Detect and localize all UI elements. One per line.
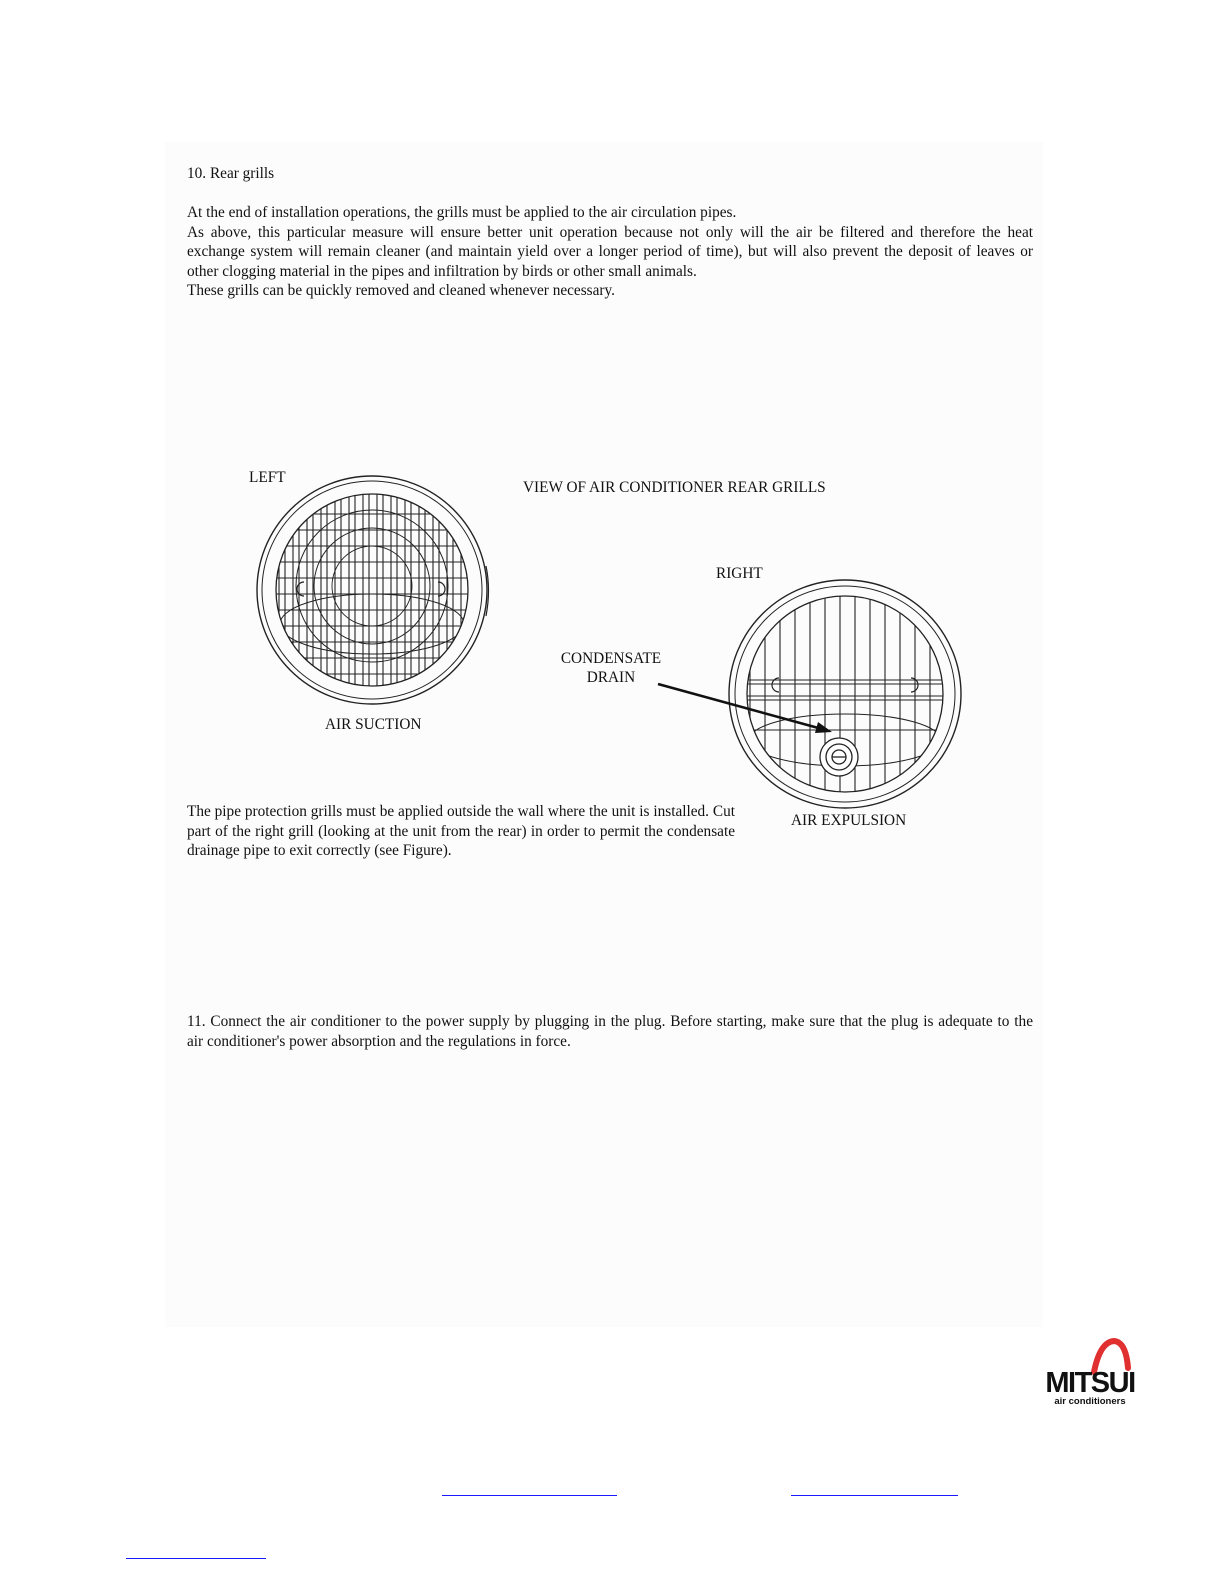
air-suction-caption: AIR SUCTION <box>325 716 422 733</box>
condensate-drain-label-1: CONDENSATE <box>560 650 662 667</box>
footer-link-underline[interactable] <box>126 1558 266 1559</box>
right-grill-label: RIGHT <box>716 565 763 582</box>
paragraph-line: exchange system will remain cleaner (and maintain yield over a longer period of time), but will also prevent the deposit of leaves or <box>187 243 1033 260</box>
figure-title: VIEW OF AIR CONDITIONER REAR GRILLS <box>523 479 826 496</box>
logo-brand: MITSUI <box>1045 1367 1135 1399</box>
right-grill-drawing <box>728 580 964 812</box>
condensate-drain-label-2: DRAIN <box>586 669 636 686</box>
paragraph-line: other clogging material in the pipes and infiltration by birds or other small animals. <box>187 262 697 280</box>
paragraph-line: As above, this particular measure will ensure better unit operation because not only will the air be filtered and therefore the heat <box>187 223 1033 241</box>
paragraph-line: At the end of installation operations, the grills must be applied to the air circulation pipes. <box>187 204 737 221</box>
section-11-paragraph <box>187 1012 1033 1051</box>
grill-installation-note <box>187 802 735 861</box>
note-line: The pipe protection grills must be applied outside the wall where the unit is installed. Cut <box>187 803 735 820</box>
section-11-line: 11. Connect the air conditioner to the power supply by plugging in the plug. Before starting, make sure that the plug is adequate to the <box>187 1013 1033 1030</box>
footer-link-underline[interactable] <box>791 1495 958 1496</box>
left-grill-drawing <box>255 474 495 706</box>
left-grill-label: LEFT <box>249 469 286 486</box>
footer-link-underline[interactable] <box>442 1495 617 1496</box>
section-10-heading: 10. Rear grills <box>187 165 275 182</box>
logo-tagline: air conditioners <box>1054 1396 1126 1407</box>
note-line: part of the right grill (looking at the unit from the rear) in order to permit the condensate <box>187 822 735 840</box>
mitsui-logo <box>1040 1338 1140 1418</box>
note-line: drainage pipe to exit correctly (see Figure). <box>187 842 452 859</box>
section-10-paragraph <box>187 203 1033 301</box>
section-11-line: air conditioner's power absorption and the regulations in force. <box>187 1032 571 1050</box>
air-expulsion-caption: AIR EXPULSION <box>791 812 907 829</box>
condensate-drain-pipe <box>820 738 858 776</box>
paragraph-line: These grills can be quickly removed and cleaned whenever necessary. <box>187 282 615 299</box>
